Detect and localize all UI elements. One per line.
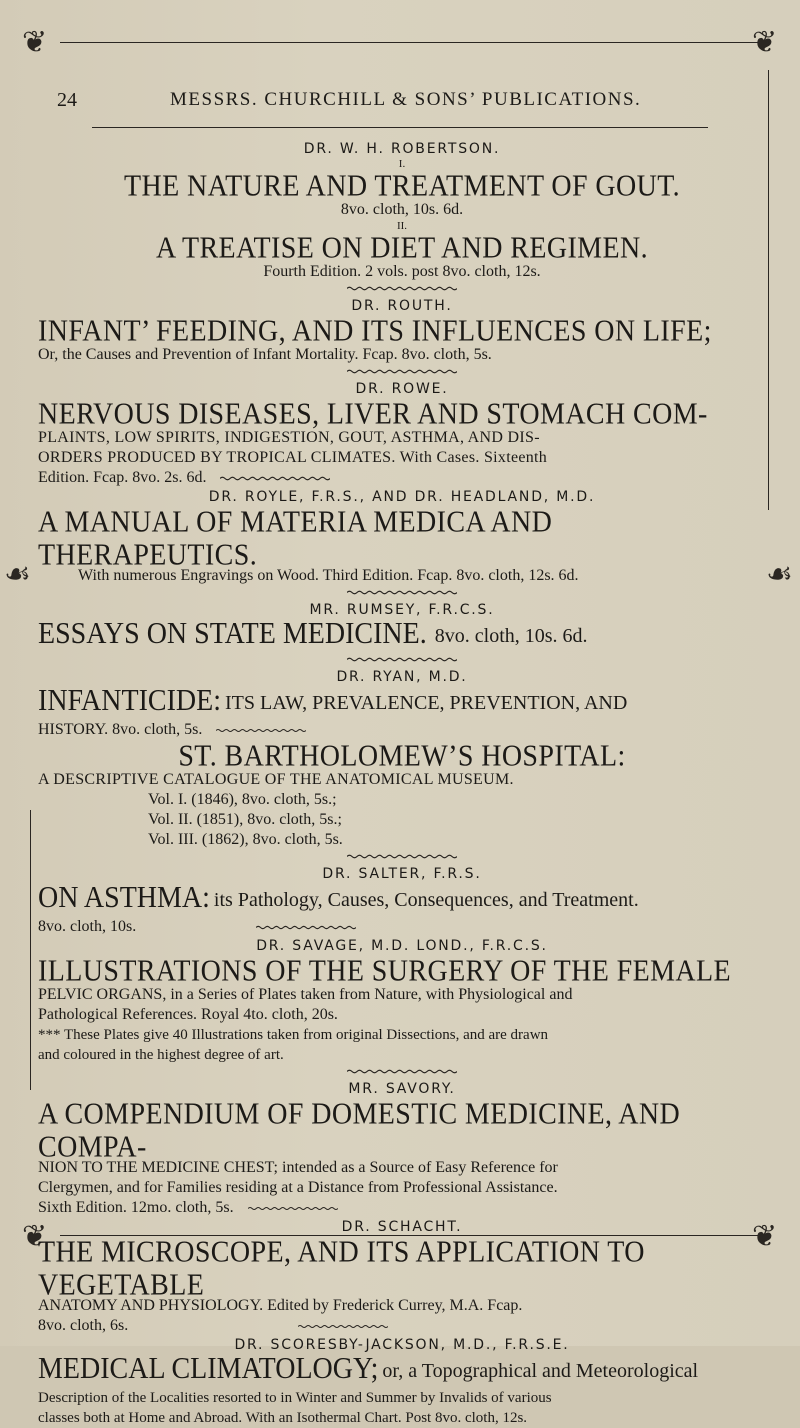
book-note: *** These Plates give 40 Illustrations taken from original Dissections, and are drawn (38, 1027, 549, 1043)
book-details: 8vo. cloth, 10s. 6d. (434, 625, 588, 647)
book-title: NERVOUS DISEASES, LIVER AND STOMACH COM- (38, 396, 708, 431)
book-details: Clergymen, and for Families residing at a Distance from Professional Assistance. (38, 1179, 558, 1196)
book-details: HISTORY. 8vo. cloth, 5s. (38, 720, 766, 740)
author-name: DR. RYAN, M.D. (336, 669, 468, 685)
squiggle-divider (248, 1206, 338, 1211)
squiggle-divider (347, 854, 457, 859)
book-details: Or, the Causes and Prevention of Infant Mortality. Fcap. 8vo. cloth, 5s. (38, 346, 492, 363)
book-details: 8vo. cloth, 10s. (38, 917, 766, 937)
book-title: A COMPENDIUM OF DOMESTIC MEDICINE, AND COMPA- (38, 1096, 681, 1164)
running-head: MESSRS. CHURCHILL & SONS’ PUBLICATIONS. (170, 89, 642, 110)
volume-details: Vol. II. (1851), 8vo. cloth, 5s.; (148, 811, 342, 828)
book-details: Description of the Localities resorted to in Winter and Summer by Invalids of various (38, 1390, 552, 1406)
book-title: ST. BARTHOLOMEW’S HOSPITAL: (178, 738, 626, 773)
entry-rumsey (38, 601, 766, 662)
book-title-continued: ORDERS PRODUCED BY TROPICAL CLIMATES. With Cases. Sixteenth (38, 449, 548, 466)
squiggle-divider (347, 286, 457, 291)
squiggle-divider (347, 369, 457, 374)
squiggle-divider (347, 657, 457, 662)
corner-ornament-top-left: ❦ (22, 25, 48, 60)
book-title: INFANT’ FEEDING, AND ITS INFLUENCES ON LIFE; (38, 313, 712, 348)
book-details: Pathological References. Royal 4to. cloth, 20s. (38, 1006, 338, 1023)
book-title-continued: PLAINTS, LOW SPIRITS, INDIGESTION, GOUT, ASTHMA, AND DIS- (38, 429, 540, 446)
author-name: DR. SAVAGE, M.D. LOND., F.R.C.S. (256, 938, 548, 954)
author-name: MR. RUMSEY, F.R.C.S. (309, 602, 495, 618)
right-border-rule (768, 70, 769, 510)
volume-details: Vol. III. (1862), 8vo. cloth, 5s. (148, 831, 343, 848)
squiggle-divider (347, 1069, 457, 1074)
volume-details: Vol. I. (1846), 8vo. cloth, 5s.; (148, 791, 337, 808)
author-name: DR. SCHACHT. (341, 1219, 463, 1235)
entry-number: II. (396, 220, 408, 232)
author-name: DR. SALTER, F.R.S. (322, 866, 482, 882)
book-title: A TREATISE ON DIET AND REGIMEN. (155, 230, 649, 265)
book-title: THE MICROSCOPE, AND ITS APPLICATION TO VEGETABLE (38, 1234, 645, 1302)
book-note: and coloured in the highest degree of art. (38, 1047, 284, 1063)
entry-schacht (38, 1218, 766, 1336)
corner-ornament-bottom-right: ❦ (752, 1219, 778, 1254)
top-border-rule (60, 42, 760, 43)
book-details: Edition. Fcap. 8vo. 2s. 6d. (38, 468, 766, 488)
book-details: Sixth Edition. 12mo. cloth, 5s. (38, 1198, 766, 1218)
book-title: ILLUSTRATIONS OF THE SURGERY OF THE FEMALE (38, 953, 731, 988)
book-title: ESSAYS ON STATE MEDICINE. 8vo. cloth, 10s. 6d. (38, 616, 588, 651)
book-title: A MANUAL OF MATERIA MEDICA AND THERAPEUTICS. (38, 504, 553, 572)
book-details: PELVIC ORGANS, in a Series of Plates taken from Nature, with Physiological and (38, 986, 573, 1003)
author-name: DR. ROWE. (355, 381, 449, 397)
author-name: DR. W. H. ROBERTSON. (303, 141, 501, 157)
left-border-rule (30, 810, 31, 1090)
book-title-continued: A DESCRIPTIVE CATALOGUE OF THE ANATOMICAL MUSEUM. (38, 771, 514, 788)
author-name: DR. ROUTH. (351, 298, 453, 314)
entry-robertson (38, 140, 766, 291)
book-title: MEDICAL CLIMATOLOGY; or, a Topographical and Meteorological (38, 1351, 699, 1386)
squiggle-divider (216, 728, 306, 733)
book-title: THE NATURE AND TREATMENT OF GOUT. (123, 168, 681, 203)
entry-routh (38, 297, 766, 374)
book-details: 8vo. cloth, 6s. (38, 1316, 766, 1336)
entry-savory (38, 1080, 766, 1218)
squiggle-divider (256, 925, 356, 930)
squiggle-divider (220, 476, 330, 481)
book-details: With numerous Engravings on Wood. Third Edition. Fcap. 8vo. cloth, 12s. 6d. (78, 567, 579, 584)
entry-number: I. (398, 158, 406, 170)
book-details: classes both at Home and Abroad. With an Isothermal Chart. Post 8vo. cloth, 12s. (38, 1410, 528, 1426)
entry-ryan (38, 668, 766, 740)
entry-savage (38, 937, 766, 1074)
entry-rowe (38, 380, 766, 488)
book-details: NION TO THE MEDICINE CHEST; intended as a Source of Easy Reference for (38, 1159, 558, 1176)
book-details: ANATOMY AND PHYSIOLOGY. Edited by Frederick Currey, M.A. Fcap. (38, 1297, 523, 1314)
book-title: ON ASTHMA: its Pathology, Causes, Consequences, and Treatment. (38, 880, 639, 915)
corner-ornament-bottom-left: ❦ (22, 1219, 48, 1254)
book-title: INFANTICIDE: ITS LAW, PREVALENCE, PREVENTION, AND (38, 683, 628, 718)
author-name: MR. SAVORY. (348, 1081, 456, 1097)
entry-bartholomew (38, 740, 766, 859)
side-ornament-right: ☙ (766, 557, 793, 592)
book-details: Fourth Edition. 2 vols. post 8vo. cloth, 12s. (263, 263, 541, 280)
catalogue-listing (38, 140, 766, 1428)
corner-ornament-top-right: ❦ (752, 25, 778, 60)
squiggle-divider (347, 590, 457, 595)
page-number: 24 (57, 89, 77, 111)
side-ornament-left: ☙ (4, 557, 31, 592)
entry-royle (38, 488, 766, 595)
entry-salter (38, 865, 766, 937)
header-rule (92, 127, 708, 128)
author-name: DR. ROYLE, F.R.S., AND DR. HEADLAND, M.D. (208, 489, 596, 505)
book-details: 8vo. cloth, 10s. 6d. (340, 201, 464, 218)
author-name: DR. SCORESBY-JACKSON, M.D., F.R.S.E. (234, 1337, 570, 1353)
squiggle-divider (298, 1324, 388, 1329)
entry-scoresby-jackson (38, 1336, 766, 1428)
